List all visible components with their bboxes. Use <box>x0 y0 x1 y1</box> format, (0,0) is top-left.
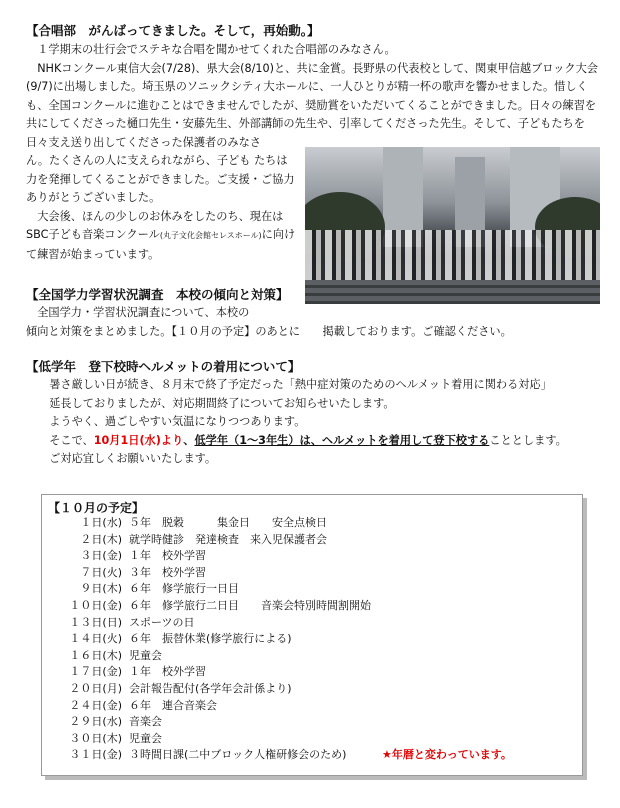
schedule-event: ６年 修学旅行二日目 音楽会特別時間割開始 <box>129 599 371 612</box>
schedule-event: 会計報告配付(各学年会計係より) <box>129 682 292 695</box>
schedule-row <box>42 648 582 664</box>
choir-heading: 【合唱部 がんばってきました。そして，再始動。】 <box>26 23 320 38</box>
schedule-date: ３１日(金) <box>69 748 122 762</box>
schedule-date: １日(水) <box>80 516 122 529</box>
survey-text-2: 傾向と対策をまとめました。【１０月の予定】のあとに 掲載しております。ご確認ください。 <box>26 324 512 338</box>
schedule-event: １年 校外学習 <box>129 549 206 563</box>
schedule-date: １４日(火) <box>69 632 122 646</box>
helmet-text-2: 延長しておりましたが、対応期間終了についてお知らせいたします。 <box>49 396 395 410</box>
schedule-date: ２９日(水) <box>69 715 122 729</box>
venue-note: (丸子文化会館セレスホール) <box>159 231 262 240</box>
schedule-row <box>42 747 582 763</box>
choir-results: NHKコンクール東信大会(7/28)、県大会(8/10)と、共に金賞。長野県の代表校として、関東甲信越ブロック大会(9/7)に出場しました。埼玉県のソニックシティ大ホールに、一人ひとりが精一杯の歌声を響かせました。惜しくも、全国コンクールに進むことはできませんでしたが、奨励賞をいただいてくることができました。日々の練習を共にしてくださった樋口先生・安藤先生、外部講師の先生や、引率してくださった先生。そして、子どもたちを日々支え送り出してくださった保護者のみなさ <box>26 61 598 149</box>
choir-group-photo <box>305 147 600 304</box>
schedule-row <box>42 698 582 714</box>
schedule-row <box>42 515 582 531</box>
schedule-date: ２４日(金) <box>69 698 122 712</box>
schedule-event: ６年 連合音楽会 <box>129 698 217 712</box>
schedule-date: ７日(火) <box>80 565 122 579</box>
schedule-row <box>42 565 582 581</box>
start-date-highlight: 10月1日(水)より <box>93 433 184 447</box>
schedule-date: ２日(木) <box>80 532 122 546</box>
schedule-row <box>42 548 582 564</box>
schedule-row <box>42 615 582 631</box>
survey-text-1: 全国学力・学習状況調査について、本校の <box>37 306 250 319</box>
schedule-date: １６日(木) <box>69 648 122 662</box>
schedule-title: 【１０月の予定】 <box>48 501 145 515</box>
schedule-row <box>42 581 582 597</box>
survey-heading: 【全国学力学習状況調査 本校の傾向と対策】 <box>26 287 289 302</box>
helmet-text-4: そこで、10月1日(水)より、低学年（1～3年生）は、ヘルメットを着用して登下校することとします。 <box>49 433 567 447</box>
schedule-event: ３時間日課(二中ブロック人権研修会のため) <box>129 748 347 762</box>
schedule-event: ６年 修学旅行一日目 <box>129 582 239 596</box>
schedule-row <box>42 681 582 697</box>
schedule-event: 児童会 <box>129 731 162 745</box>
survey-section <box>26 286 598 341</box>
schedule-date: １０日(金) <box>69 599 122 612</box>
choir-intro: １学期末の壮行会でステキな合唱を聞かせてくれた合唱部のみなさん。 <box>37 43 396 56</box>
schedule-event: １年 校外学習 <box>129 665 206 679</box>
schedule-row <box>42 664 582 680</box>
schedule-date: １７日(金) <box>69 665 122 679</box>
schedule-event: ３年 校外学習 <box>129 565 206 579</box>
schedule-date: ２０日(月) <box>69 682 122 695</box>
schedule-row <box>42 731 582 747</box>
helmet-text-5: ご対応宜しくお願いいたします。 <box>49 452 217 465</box>
choir-thanks: ん。たくさんの人に支えられながら、子ども たちは力を発揮してくることができました。ご支援・ご協力ありがとうございました。 <box>26 154 295 204</box>
helmet-rule: 低学年（1～3年生）は、ヘルメットを着用して登下校する <box>194 433 490 447</box>
helmet-heading: 【低学年 登下校時ヘルメットの着用について】 <box>26 359 301 374</box>
schedule-date: ３日(金) <box>80 549 122 563</box>
schedule-row <box>42 598 582 614</box>
schedule-change-note: ★年暦と変わっています。 <box>382 748 512 762</box>
schedule-row <box>42 532 582 548</box>
schedule-event: 児童会 <box>129 648 162 662</box>
schedule-date: １３日(日) <box>69 615 122 629</box>
helmet-text-1: 暑さ厳しい日が続き、８月末で終了予定だった「熱中症対策のためのヘルメット着用に関わる対応」 <box>49 378 552 391</box>
schedule-date: ９日(木) <box>80 582 122 596</box>
schedule-event: 就学時健診 発達検査 来入児保護者会 <box>129 532 327 546</box>
helmet-text-3: ようやく、過ごしやすい気温になりつつあります。 <box>49 415 306 428</box>
schedule-event: スポーツの日 <box>129 615 195 629</box>
schedule-row <box>42 631 582 647</box>
schedule-event: 音楽会 <box>129 715 162 729</box>
schedule-row <box>42 714 582 730</box>
choir-current: 大会後、ほんの少しのお休みをしたのち、現在はSBC子ども音楽コンクール(丸子文化会館セレスホール)に向けて練習が始まっています。 <box>26 209 296 261</box>
schedule-date: ３０日(木) <box>69 731 122 745</box>
schedule-event: ５年 脱穀 集金日 安全点検日 <box>129 516 327 529</box>
helmet-section <box>26 358 598 469</box>
schedule-event: ６年 振替休業(修学旅行による) <box>129 632 292 646</box>
october-schedule <box>41 494 583 776</box>
